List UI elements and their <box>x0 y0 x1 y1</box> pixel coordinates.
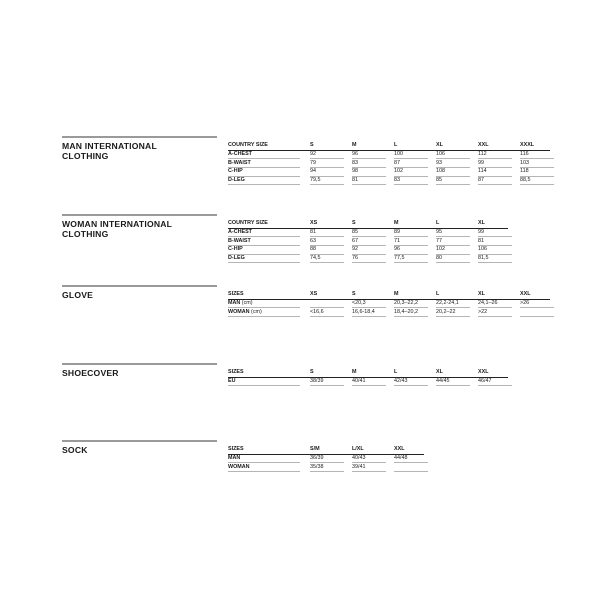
row-separator <box>228 184 300 185</box>
row-label-text: C-HIP <box>228 168 243 175</box>
row-separator <box>478 385 512 386</box>
table-cell: 40/41 <box>352 378 366 384</box>
row-label-text: A-CHEST <box>228 151 252 157</box>
section-title: SHOECOVER <box>62 368 119 378</box>
table-cell: 80 <box>436 254 442 261</box>
table-cell: 24,1–26 <box>478 300 498 306</box>
row-label <box>228 229 252 236</box>
header-size-cell: XXL <box>520 291 531 297</box>
table-cell: 87 <box>478 176 484 183</box>
table-cell: 67 <box>352 237 358 244</box>
table-cell: 36/39 <box>310 455 324 461</box>
row-label-text: EU <box>228 378 236 384</box>
table-cell: 87 <box>394 159 400 166</box>
row-separator <box>436 385 470 386</box>
header-size-cell: S <box>352 220 356 226</box>
section-divider <box>62 363 217 365</box>
section-divider <box>62 214 217 216</box>
row-separator <box>436 316 470 317</box>
header-size-cell: XXXL <box>520 142 535 148</box>
table-cell: 98 <box>352 168 358 175</box>
row-separator <box>436 184 470 185</box>
table-cell: 116 <box>520 151 529 157</box>
table-cell: 114 <box>478 168 487 175</box>
row-label <box>228 238 251 245</box>
row-separator <box>310 184 344 185</box>
table-cell: 88 <box>310 246 316 253</box>
header-size-cell: M <box>394 291 399 297</box>
header-size-cell: XS <box>310 291 318 297</box>
row-separator <box>228 471 300 472</box>
header-label-cell: COUNTRY SIZE <box>228 142 268 148</box>
table-cell: 92 <box>352 246 358 253</box>
table-cell: 71 <box>394 237 400 244</box>
row-separator <box>352 316 386 317</box>
header-label-cell: SIZES <box>228 446 244 452</box>
header-size-cell: S <box>310 142 314 148</box>
row-label-text: D-LEG <box>228 176 245 183</box>
header-size-cell: L <box>394 142 398 148</box>
row-separator <box>352 471 386 472</box>
row-separator <box>352 184 386 185</box>
table-cell: 88,5 <box>520 176 531 183</box>
table-cell: 92 <box>310 151 316 157</box>
table-cell: 44/45 <box>436 378 450 384</box>
header-label-cell: SIZES <box>228 369 244 375</box>
table-cell: 79,5 <box>310 176 321 183</box>
row-label <box>228 255 245 262</box>
table-cell: 85 <box>352 229 358 235</box>
table-cell: 89 <box>394 229 400 235</box>
row-label <box>228 177 245 184</box>
row-label <box>228 151 252 158</box>
row-label <box>228 168 243 175</box>
table-cell: 93 <box>436 159 442 166</box>
table-cell: 81 <box>352 176 358 183</box>
table-cell: 77 <box>436 237 442 244</box>
row-separator <box>352 262 386 263</box>
table-cell: 74,5 <box>310 254 321 261</box>
table-cell: 100 <box>394 151 403 157</box>
table-cell: 16,6-18,4 <box>352 308 375 315</box>
row-label-text: B-WAIST <box>228 237 251 244</box>
header-label-cell: SIZES <box>228 291 244 297</box>
table-cell: 77,5 <box>394 254 405 261</box>
table-cell: <20,3 <box>352 300 366 306</box>
row-label <box>228 300 253 307</box>
row-label-text: WOMAN <box>228 463 250 470</box>
table-cell: 44/48 <box>394 455 408 461</box>
row-separator <box>394 385 428 386</box>
table-cell: 102 <box>394 168 403 175</box>
header-size-cell: S <box>310 369 314 375</box>
row-label <box>228 309 262 316</box>
header-size-cell: M <box>394 220 399 226</box>
row-label-text: A-CHEST <box>228 229 252 235</box>
header-size-cell: XXL <box>478 369 489 375</box>
table-cell: 76 <box>352 254 358 261</box>
header-size-cell: XL <box>436 369 443 375</box>
header-size-cell: XL <box>436 142 443 148</box>
row-label-text: D-LEG <box>228 254 245 261</box>
row-separator <box>228 262 300 263</box>
row-label-unit: (cm) <box>240 300 253 306</box>
section-title: MAN INTERNATIONAL CLOTHING <box>62 141 157 161</box>
header-size-cell: L <box>394 369 398 375</box>
table-cell: 22,2-24,1 <box>436 300 459 306</box>
row-separator <box>394 471 428 472</box>
header-size-cell: XS <box>310 220 318 226</box>
row-label-text: WOMAN <box>228 308 250 315</box>
row-separator <box>228 385 300 386</box>
row-separator <box>520 316 554 317</box>
section-divider <box>62 136 217 138</box>
section-title: GLOVE <box>62 290 94 300</box>
header-size-cell: XL <box>478 220 485 226</box>
row-label-text: MAN <box>228 455 241 461</box>
table-cell: 94 <box>310 168 316 175</box>
row-label <box>228 246 243 253</box>
table-cell: 103 <box>520 159 529 166</box>
section-divider <box>62 440 217 442</box>
table-cell: 39/41 <box>352 463 366 470</box>
table-cell: 46/47 <box>478 378 492 384</box>
row-separator <box>310 385 344 386</box>
table-cell: 63 <box>310 237 316 244</box>
header-size-cell: XXL <box>394 446 405 452</box>
table-cell: 99 <box>478 159 484 166</box>
section-divider <box>62 285 217 287</box>
table-cell: 35/38 <box>310 463 324 470</box>
row-separator <box>394 184 428 185</box>
header-size-cell: L <box>436 220 440 226</box>
header-size-cell: M <box>352 369 357 375</box>
table-cell: 79 <box>310 159 316 166</box>
table-cell: 83 <box>394 176 400 183</box>
header-size-cell: S <box>352 291 356 297</box>
table-cell: 81,5 <box>478 254 489 261</box>
table-cell: 40/43 <box>352 455 366 461</box>
table-cell: 83 <box>352 159 358 166</box>
row-label-text: C-HIP <box>228 246 243 253</box>
row-label <box>228 378 236 385</box>
row-separator <box>520 184 554 185</box>
table-cell: 95 <box>436 229 442 235</box>
table-cell: 99 <box>478 229 484 235</box>
table-cell: 18,4–20,2 <box>394 308 418 315</box>
row-label-text: MAN <box>228 300 241 306</box>
table-cell: 112 <box>478 151 487 157</box>
row-label-text: B-WAIST <box>228 159 251 166</box>
row-separator <box>352 385 386 386</box>
row-separator <box>394 316 428 317</box>
row-label <box>228 464 250 471</box>
table-cell: 106 <box>478 246 487 253</box>
section-title: SOCK <box>62 445 88 455</box>
table-cell: 96 <box>394 246 400 253</box>
row-separator <box>478 262 512 263</box>
row-label <box>228 160 251 167</box>
row-separator <box>394 262 428 263</box>
table-cell: 118 <box>520 168 529 175</box>
table-cell: 81 <box>478 237 484 244</box>
header-size-cell: M <box>352 142 357 148</box>
header-size-cell: XL <box>478 291 485 297</box>
table-cell: 20,2–22 <box>436 308 456 315</box>
row-separator <box>478 316 512 317</box>
row-separator <box>478 184 512 185</box>
table-cell: 20,3–22,2 <box>394 300 418 306</box>
row-label-unit: (cm) <box>249 308 262 315</box>
row-separator <box>310 471 344 472</box>
table-cell: 108 <box>436 168 445 175</box>
row-separator <box>310 262 344 263</box>
table-cell: 38/39 <box>310 378 324 384</box>
header-size-cell: L <box>436 291 440 297</box>
table-cell: >26 <box>520 300 530 306</box>
table-cell: 81 <box>310 229 316 235</box>
table-cell: 102 <box>436 246 445 253</box>
header-size-cell: XXL <box>478 142 489 148</box>
row-separator <box>228 316 300 317</box>
header-label-cell: COUNTRY SIZE <box>228 220 268 226</box>
row-label <box>228 455 240 462</box>
table-cell: <16,6 <box>310 308 324 315</box>
header-size-cell: S/M <box>310 446 320 452</box>
table-cell: 85 <box>436 176 442 183</box>
table-cell: 106 <box>436 151 445 157</box>
header-size-cell: L/XL <box>352 446 364 452</box>
table-cell: 96 <box>352 151 358 157</box>
table-cell: >22 <box>478 308 488 315</box>
table-cell: 42/43 <box>394 378 408 384</box>
row-separator <box>436 262 470 263</box>
section-title: WOMAN INTERNATIONAL CLOTHING <box>62 219 173 239</box>
row-separator <box>310 316 344 317</box>
